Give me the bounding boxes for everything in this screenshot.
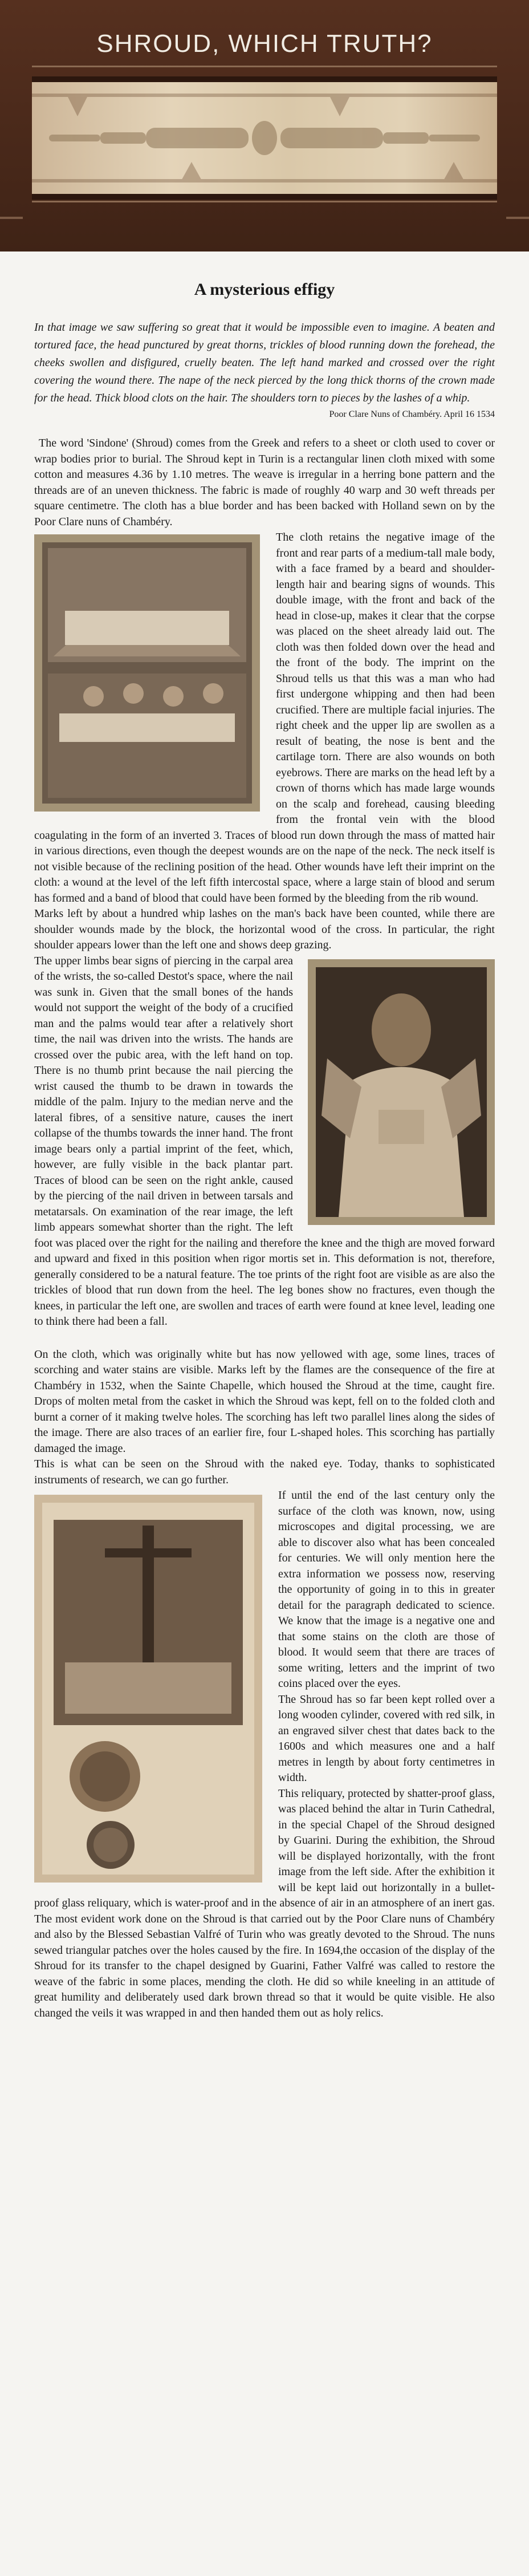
paragraph: The word 'Sindone' (Shroud) comes from the Greek and refers to a sheet or cloth used to cover or wrap bodies prior to burial. The Shroud kept in Turin is a rectangular linen cloth mixed with some cotton and measures 4.36 by 1.10 metres. The weave is irregular in a herring bone pattern and the threads are of an uneven thickness. The fabric is made of roughly 40 warp and 30 weft threads per square centimetre. The cloth has a blue border and has been backed with Holland sewn on by the Poor Clare nuns of Chambéry. — [34, 437, 495, 528]
divider — [506, 217, 529, 219]
deposition-coins-image — [34, 1495, 262, 1883]
paragraph: This is what can be seen on the Shroud with the naked eye. Today, thanks to sophisticated instruments of research, we can go further. — [34, 1458, 495, 1486]
paragraph: The cloth retains the negative image of the front and rear parts of a medium-tall male body, with a face framed by a beard and shoulder-length hair and bearing signs of wounds. This double image, with the front and back of the head in close-up, makes it clear that the corpse was placed on the sheet already laid out. The cloth was then folded down over the head and the front of the body. The imprint on the Shroud tells us that this was a man who had first undergone whipping and then had been crucified. There are multiple facial injuries. The right cheek and the upper lip are swollen as a result of beating, the nose is bent and the cartilage torn. There are also wounds on both eyebrows. There are marks on the head left by a crown of thorns which has made large wounds on the scalp and forehead, causing bleeding from the frontal vein with the blood coagulating in the form of an inverted 3. Traces of blood run down through the mass of matted hair in various directions, even though the deepest wounds are on the nape of the neck. The neck itself is not visible because of the reclining position of the head. Other wounds have left their imprint on the cloth: a wound at the level of the left fifth intercostal space, where a large stain of blood and serum has formed and a band of blood that could have been formed by the bleeding from the rib wound. — [34, 531, 495, 904]
header-banner — [0, 0, 529, 251]
paragraph: The upper limbs bear signs of piercing in the carpal area of the wrists, the so-called Destot's space, where the nail was sunk in. Given that the small bones of the hands would not support the weight of the body of a crucified man and the palms would tear after a relatively short time, the nail was driven into the wrists. The hands are crossed over the pubic area, with the left hand on top. There is no thumb print because the nail piercing the wrist caused the thumb to be drawn in towards the middle of the palm. Injury to the median nerve and the lateral fibres, of a sensitive nature, causes the inert collapse of the thumbs towards the inner hand. The front image bears only a partial imprint of the feet, which, however, are fully visible in the back plantar part. Traces of blood can be seen on the right ankle, caused by the piercing of the nail driven in between tarsals and metatarsals. On examination of the rear image, the left limb appears somewhat shorter than the right. The left foot was placed over the right for the nailing and therefore the knee and the thigh are moved forward and upward and fixed in this position when rigor mortis set in. This deformation is not, therefore, generally considered to be a natural feature. The toe prints of the right foot are visible as are also the trickles of blood that run down from the heel. The leg bones show no fractures, even though the knees, in particular the left one, are swollen and traces of earth were found at knee level, leading one to think there had been a fall. — [34, 954, 495, 1328]
shroud-banner-image — [32, 76, 497, 200]
divider — [32, 66, 497, 67]
quote: In that image we saw suffering so great that it would be impossible even to imagine. A beaten and tortured face, the head punctured by great thorns, trickles of blood running down the forehead, the cheeks swollen and disfigured, cruelly beaten. The left hand marked and crossed over the right covering the wound there. The nape of the neck pierced by the long thick thorns of the crown made for the head. Thick blood clots on the hair. The shoulders torn to pieces by the lashes of a whip. — [34, 321, 495, 404]
paragraph: If until the end of the last century only the surface of the cloth was known, now, using microscopes and digital processing, we are able to discover also what has been concealed for centuries. We will only mention here the extra information we possess now, reserving the opportunity of going in to this in greater detail for the paragraph dedicated to science. We know that the image is a negative one and that some stains on the cloth are those of blood. It would seem that there are traces of some writing, letters and the imprint of two coins placed over the eyes. — [278, 1489, 495, 1690]
paragraph: The Shroud has so far been kept rolled over a long wooden cylinder, covered with red silk, in an engraved silver chest that dates back to the 1600s and which measures one and a half metres in length by about forty centimetres in width. — [278, 1693, 495, 1784]
christ-painting-image — [308, 959, 495, 1225]
fresco-image — [34, 534, 260, 812]
divider — [0, 217, 23, 219]
paragraph: On the cloth, which was originally white but has now yellowed with age, some lines, traces of scorching and water stains are visible. Marks left by the flames are the consequence of the fire at Chambéry in 1532, when the Sainte Chapelle, which housed the Shroud at the time, caught fire. Drops of molten metal from the casket in which the Shroud was kept, fell on to the folded cloth and burnt a corner of it making twelve holes. The scorching has left two parallel lines along the sides of the image. There are also traces of an earlier fire, four L-shaped holes. This scorching has partially damaged the image. — [34, 1348, 495, 1455]
section-title: A mysterious effigy — [194, 280, 335, 299]
page-title: SHROUD, WHICH TRUTH? — [96, 30, 433, 58]
divider — [32, 201, 497, 202]
article — [0, 280, 529, 2021]
paragraph: Marks left by about a hundred whip lashes on the man's back have been counted, while there are shoulder wounds made by the block, the horizontal wood of the cross. In particular, the right shoulder appears lower than the left one and shows deep grazing. — [34, 907, 495, 951]
quote-attribution: Poor Clare Nuns of Chambéry. April 16 1534 — [329, 409, 495, 419]
paragraph: This reliquary, protected by shatter-proof glass, was placed behind the altar in Turin Cathedral, in the special Chapel of the Shroud designed by Guarini. During the exhibition, the Shroud will be displayed horizontally, with the front image from the left side. After the exhibition it will be kept laid out horizontally in a bullet-proof glass reliquary, which is water-proof and in the absence of air in an atmosphere of an inert gas. The most evident work done on the Shroud is that carried out by the Poor Clare nuns of Chambéry and also by the Blessed Sebastian Valfré of Turin who was greatly devoted to the Shroud. The nuns sewed triangular patches over the holes caused by the fire. In 1694,the occasion of the display of the Shroud for its transfer to the chapel designed by Guarini, Father Valfré was called to restore the weave of the fabric in some places, mending the cloth. He did so while kneeling in an attitude of great humility and deliberately used dark brown thread so that it would be quite visible. He also changed the veils it was wrapped in and then handed them out as holy relics. — [34, 1787, 495, 2019]
